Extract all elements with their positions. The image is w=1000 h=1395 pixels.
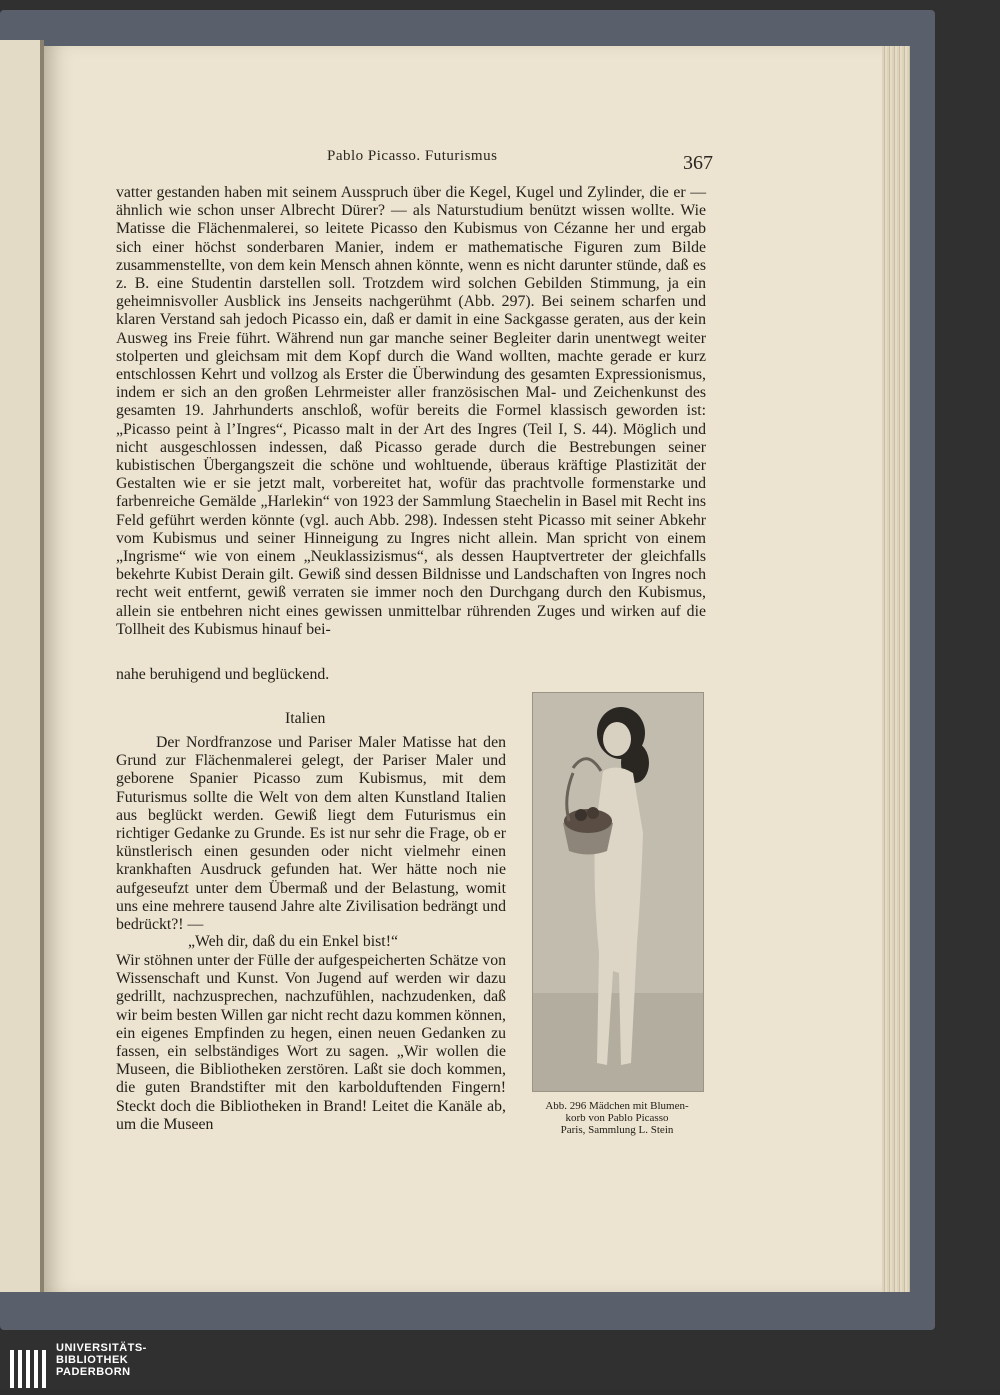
running-header: Pablo Picasso. Futurismus — [327, 148, 498, 164]
caption-line: korb von Pablo Picasso — [565, 1112, 669, 1124]
paragraph-italien: Der Nordfranzose und Pariser Maler Matisse hat den Grund zur Flächenmalerei gelegt, der Pariser Maler und geborene Spanier Picasso zum Kubismus, mit dem Futurismus sollte die Welt von dem alten Kunstland Italien aus beglückt werden. Gewiß liegt dem Futurismus ein richtiger Gedanke zu Grunde. Es ist nur sehr die Frage, ob er künstlerisch einen gesunden oder nicht vielmehr einen krankhaften Ausdruck gefunden hat. Wer hätte noch nie aufgeseufzt unter dem Übermaß und der Belastung, womit uns eine mehrere tausend Jahre alte Zivilisation bedrängt und bedrückt?! — — [116, 734, 506, 934]
caption-line: Paris, Sammlung L. Stein — [560, 1124, 674, 1136]
library-logo-icon — [8, 1342, 48, 1390]
painting-girl-with-basket — [533, 693, 703, 1091]
left-page-edge — [0, 40, 40, 1292]
page-edges — [882, 46, 910, 1292]
paragraph-picasso-end: nahe beruhigend und beglückend. — [116, 666, 330, 683]
paragraph-picasso: vatter gestanden haben mit seinem Ausspruch über die Kegel, Kugel und Zylinder, die er — ähnlich wie schon unser Albrecht Dürer? — als Naturstudium benützt wissen wollte. Wie Matisse die Flächenmalerei, so leitete Picasso den Kubismus von Cézanne her und ergab sich einer höchst sonderbaren Manier, indem er mathematische Figuren zum Bilde zusammenstellte, von dem kein Mensch ahnen könnte, wenn es nicht darunter stünde, daß es z. B. eine Studentin darstellen soll. Trotzdem wird solchen Gebilden Stimmung, ja ein geheimnisvoller Ausblick ins Jenseits nachgerühmt (Abb. 297). Bei seinem scharfen und klaren Verstand sah jedoch Picasso ein, daß er damit in eine Sackgasse geraten, aus der kein Ausweg ins Freie führt. Während nun gar manche seiner Begleiter darin unentwegt weiter stolperten und gleichsam mit dem Kopf durch die Wand wollten, machte gerade er kurz entschlossen Kehrt und vollzog als Erster die Überwindung des gesamten Expressionismus, indem er sich an den großen Lehrmeister aller französischen Mal- und Zeichenkunst des gesamten 19. Jahrhunderts anschloß, wofür bereits die Formel klassisch geworden ist: „Picasso peint à l’Ingres“, Picasso malt in der Art des Ingres (Teil I, S. 44). Möglich und nicht ausgeschlossen indessen, daß Picasso gerade durch die Bestrebungen seiner kubistischen Übergangszeit die schöne und wohltuende, überaus kräftige Plastizität der Gestalten wie er sie jetzt malt, vorbereitet hat, wofür das prachtvolle formenstarke und farbenreiche Gemälde „Harlekin“ von 1923 der Sammlung Staechelin in Basel mit Recht ins Feld geführt werden könnte (vgl. auch Abb. 298). Indessen steht Picasso mit seiner Abkehr vom Kubismus und seiner Hinneigung zu Ingres nicht allein. Man spricht von einem „Ingrisme“ wie von einem „Neuklassizismus“, als dessen Hauptvertreter der gleichfalls bekehrte Kubist Derain gilt. Gewiß sind dessen Bildnisse und Landschaften von Ingres noch recht weit entfernt, gewiß verraten sie immer noch den Durchgang durch den Kubismus, allein sie entbehren nicht eines gewissen unmittelbar rührenden Zuges und wirken auf die Tollheit des Kubismus hinauf bei- — [116, 184, 706, 638]
figure-painting — [532, 692, 704, 1092]
logo-line: UNIVERSITÄTS- — [56, 1342, 147, 1354]
page-number: 367 — [683, 152, 713, 174]
paragraph-museen: Wir stöhnen unter der Fülle der aufgespeicherten Schätze von Wissenschaft und Kunst. Von Jugend auf werden wir dazu gedrillt, nachzusprechen, nachzufühlen, nachzudenken, daß wir beim besten Willen gar nicht recht dazu kommen können, ein eigenes Empfinden zu hegen, einen neuen Gedanken zu fassen, ein selbständiges Wort zu sagen. „Wir wollen die Museen, die Bibliotheken zerstören. Laßt sie doch kommen, die guten Brandstifter mit den karbolduftenden Fingern! Steckt doch die Bibliotheken in Brand! Leitet die Kanäle ab, um die Museen — [116, 952, 506, 1133]
logo-line: PADERBORN — [56, 1366, 131, 1378]
library-logo-text — [56, 1342, 147, 1378]
quotation: „Weh dir, daß du ein Enkel bist!“ — [188, 933, 398, 950]
figure-caption — [516, 1100, 718, 1136]
section-heading-italien: Italien — [285, 710, 326, 727]
logo-line: BIBLIOTHEK — [56, 1354, 129, 1366]
caption-line: Abb. 296 Mädchen mit Blumen- — [545, 1100, 689, 1112]
